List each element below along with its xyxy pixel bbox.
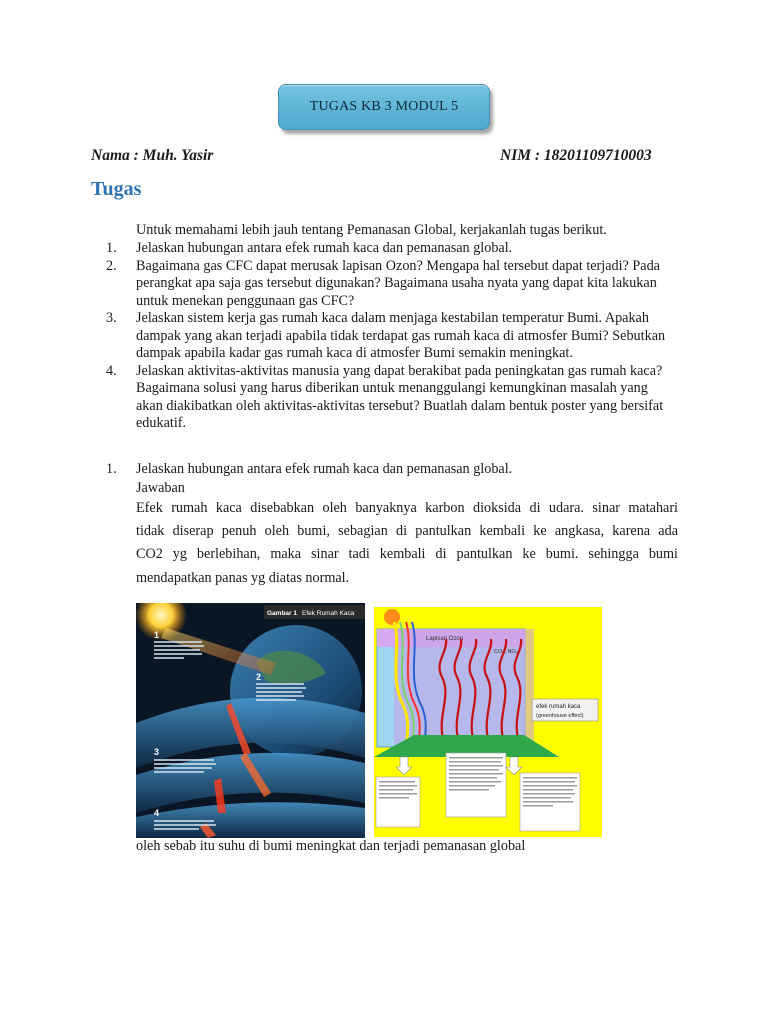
figure-caption: oleh sebab itu suhu di bumi meningkat dan terjadi pemanasan global: [136, 838, 526, 854]
answer-line: Efek rumah kaca disebabkan oleh banyaknya karbon dioksida di udara. sinar matahari: [136, 500, 678, 516]
answer-line: tidak diserap penuh oleh bumi, sebagian di pantulkan kembali ke angkasa, karena ada: [136, 523, 678, 540]
greenhouse-diagram-figure: [374, 607, 602, 837]
step-number: 2: [256, 672, 262, 682]
answer-line: mendapatkan panas yg diatas normal.: [136, 569, 350, 586]
assignment-title: TUGAS KB 3 MODUL 5: [309, 99, 459, 114]
greenhouse-label: efek rumah kaca: [536, 704, 581, 710]
greenhouse-sublabel: (greenhouse effect): [536, 713, 584, 719]
greenhouse-effect-figure: [136, 603, 365, 838]
task-line: edukatif.: [136, 415, 187, 431]
task-item: [106, 258, 678, 311]
answer-number: 1.: [106, 461, 117, 477]
answer-paragraph: [136, 497, 678, 590]
task-line: Jelaskan hubungan antara efek rumah kaca dan pemanasan global.: [136, 240, 513, 256]
task-line: akan diakibatkan oleh aktivitas-aktivitas tersebut? Buatlah dalam bentuk poster yang bersifat: [136, 397, 664, 414]
task-line: Bagaimana gas CFC dapat merusak lapisan Ozon? Mengapa hal tersebut dapat terjadi? Pada: [136, 257, 660, 274]
task-item: [106, 310, 678, 363]
task-line: dampak yang akan terjadi apabila tidak terdapat gas rumah kaca di atmosfer Bumi? Sebutkan: [136, 327, 666, 344]
answer-question-text: Jelaskan hubungan antara efek rumah kaca dan pemanasan global.: [136, 461, 513, 477]
sun-icon: [384, 609, 400, 625]
task-line: Jelaskan sistem kerja gas rumah kaca dalam menjaga kestabilan temperatur Bumi. Apakah: [136, 310, 649, 326]
task-item: [106, 363, 678, 433]
ozone-label: Lapisan Ozon: [426, 636, 464, 642]
intro-text: Untuk memahami lebih jauh tentang Pemanasan Global, kerjakanlah tugas berikut.: [136, 222, 607, 238]
task-line: untuk menekan penggunaan gas CFC?: [136, 292, 355, 309]
greenhouse-diagram-svg: [374, 607, 602, 837]
task-number: 3.: [106, 310, 117, 326]
assignment-title-box: [278, 84, 490, 130]
student-name: Nama : Muh. Yasir: [91, 147, 214, 164]
student-nim: NIM : 18201109710003: [500, 147, 652, 164]
step-number: 4: [154, 808, 160, 818]
task-number: 4.: [106, 362, 117, 379]
greenhouse-illustration-svg: [136, 603, 365, 838]
step-number: 1: [154, 630, 160, 640]
task-line: dampak apabila kadar gas rumah kaca di atmosfer Bumi semakin meningkat.: [136, 345, 573, 361]
task-line: Jelaskan aktivitas-aktivitas manusia yang dapat berakibat pada peningkatan gas rumah kaca?: [136, 362, 663, 379]
figure1-title: Efek Rumah Kaca: [302, 610, 355, 617]
figure1-label: Gambar 1: [267, 610, 297, 617]
step-number: 3: [154, 747, 160, 757]
task-number: 1.: [106, 240, 117, 256]
section-heading: Tugas: [91, 178, 142, 200]
task-list: [106, 240, 678, 433]
answer-label: Jawaban: [136, 480, 185, 496]
task-number: 2.: [106, 257, 117, 274]
answer-line: CO2 yg berlebihan, maka sinar tadi kembali di pantulkan ke bumi. sehingga bumi: [136, 546, 678, 563]
task-line: Bagaimana solusi yang harus diberikan untuk menanggulangi kemungkinan masalah yang: [136, 380, 648, 396]
answer-question: [106, 461, 678, 479]
task-item: [106, 240, 678, 258]
task-line: perangkat apa saja gas tersebut digunakan? Bagaimana usaha nyata yang dapat kita lakukan: [136, 275, 657, 291]
gas-label: CO₂, NO₂: [494, 649, 518, 655]
